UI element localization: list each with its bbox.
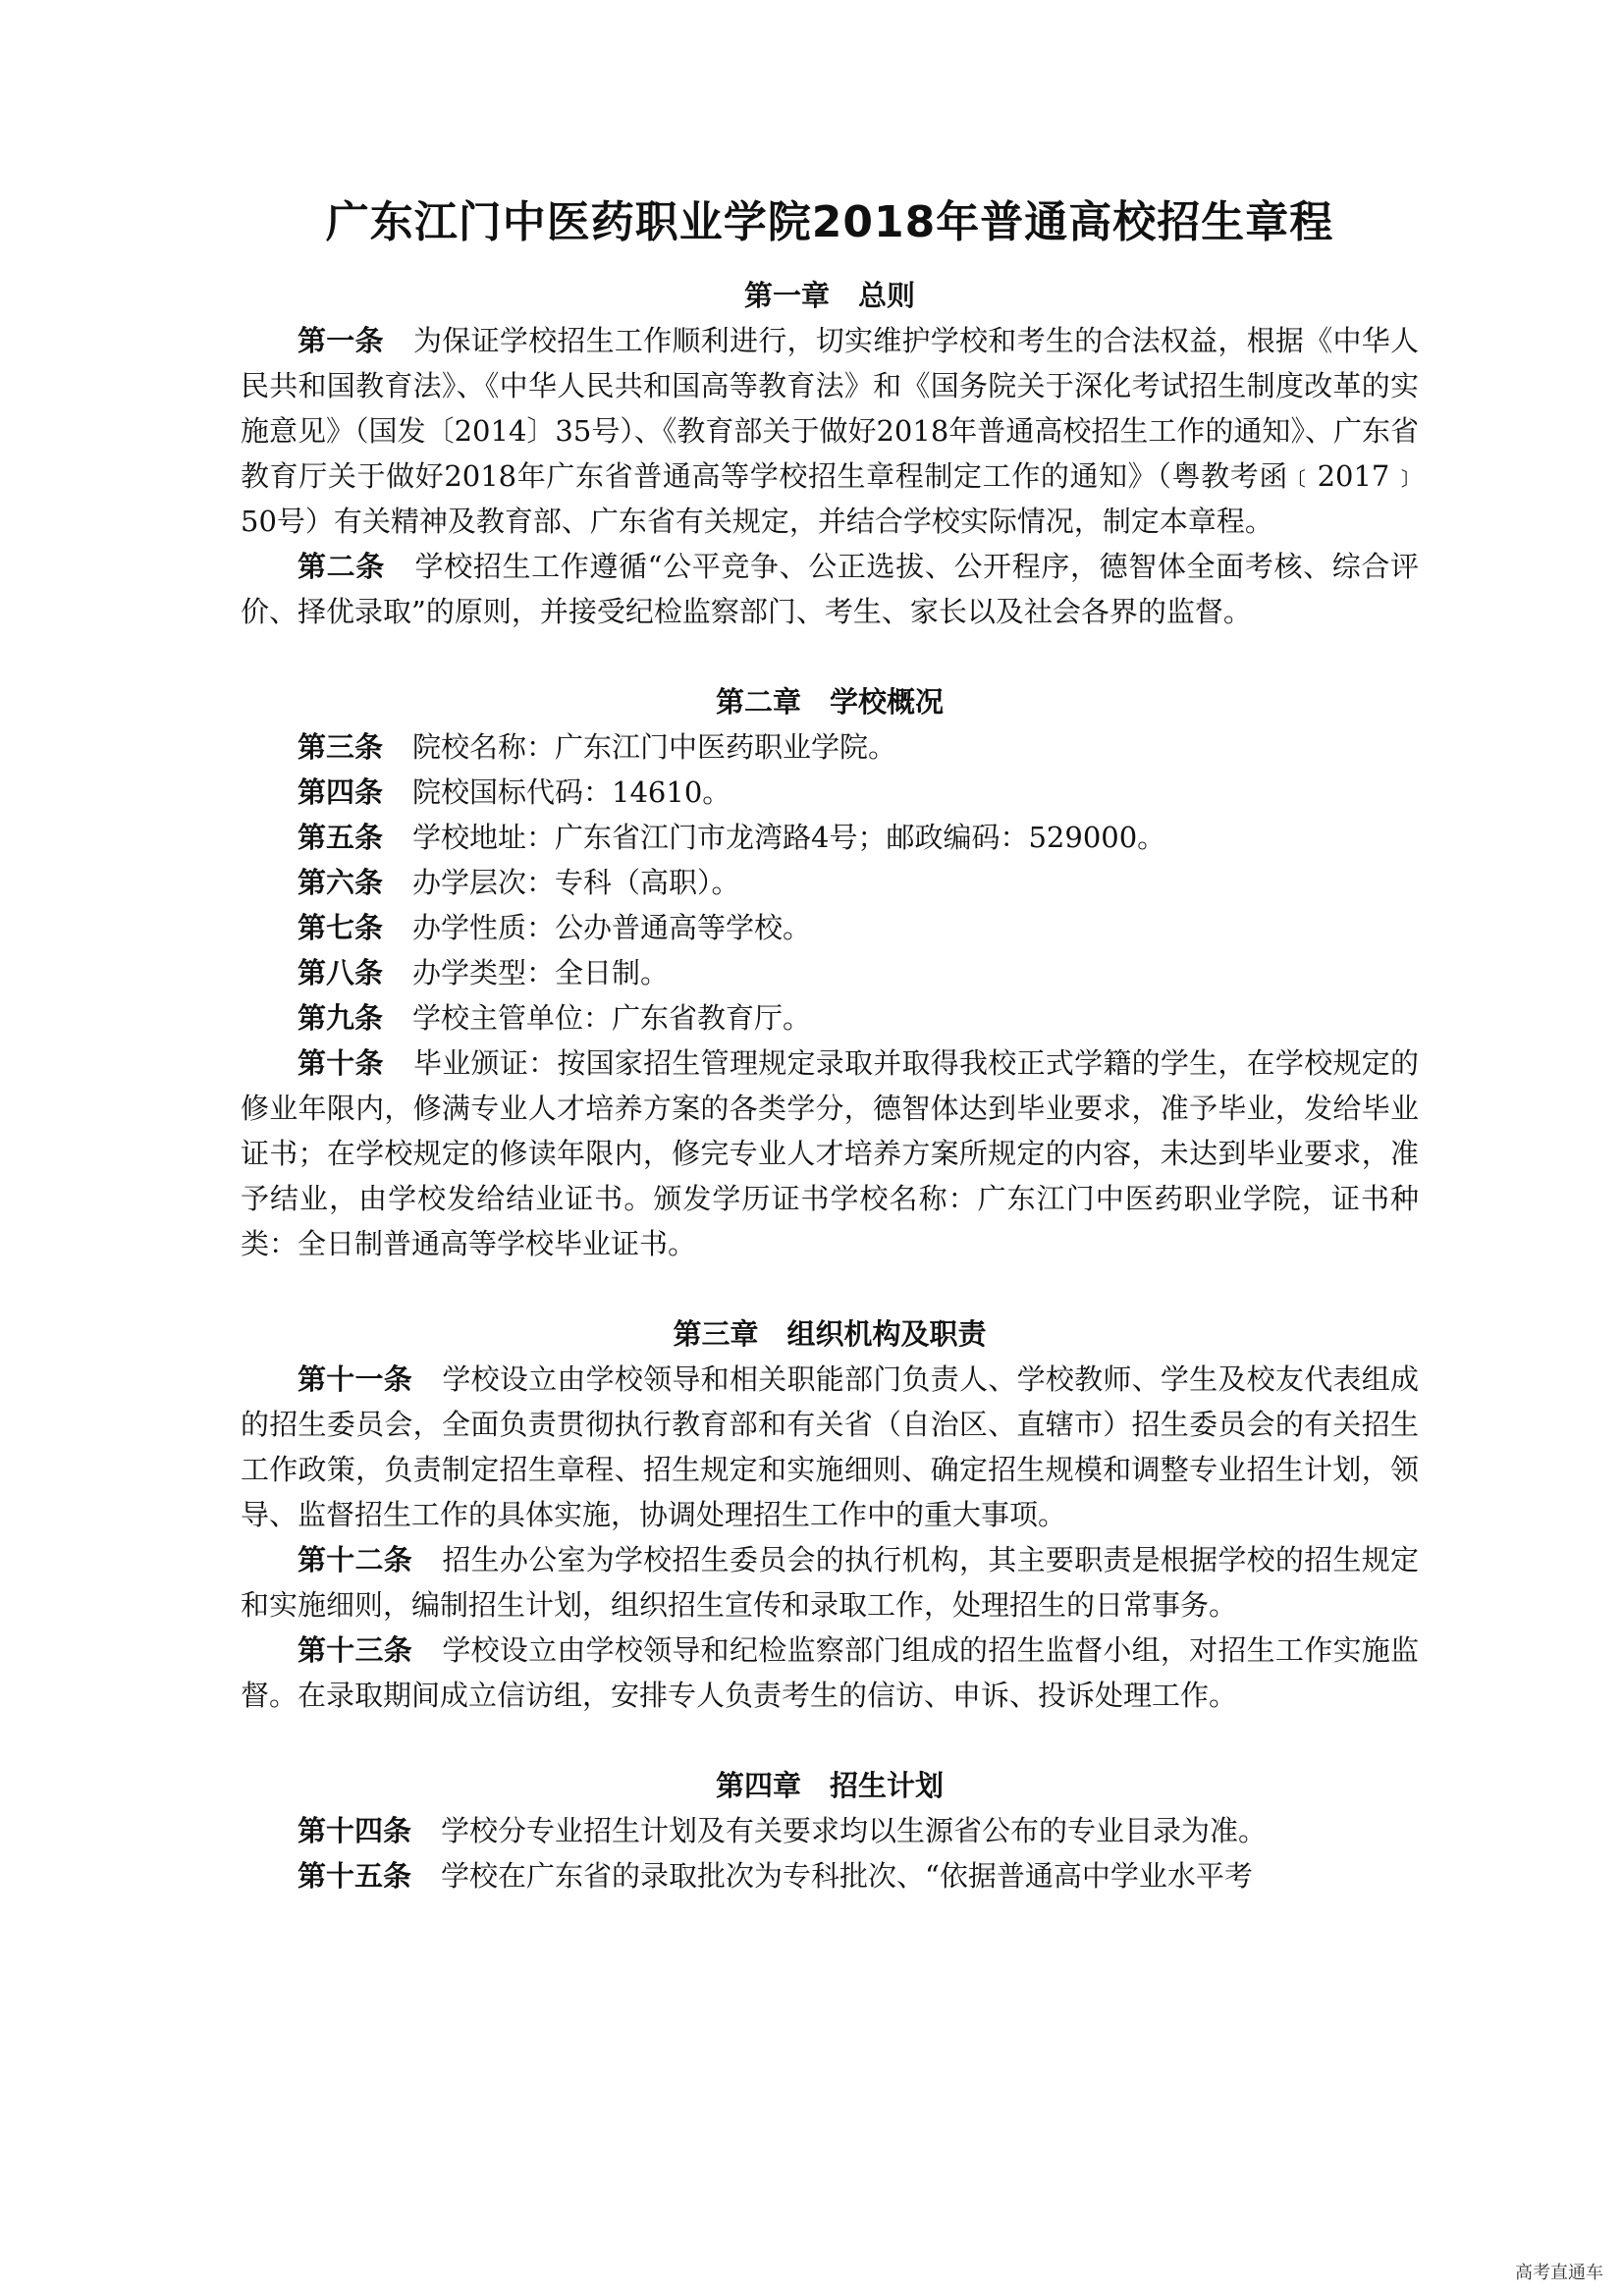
article-text: 学校招生工作遵循“公平竞争、公正选拔、公开程序，德智体全面考核、综合评价、择优录取”的原则，并接受纪检监察部门、考生、家长以及社会各界的监督。 <box>241 550 1419 628</box>
article-label: 第一条 <box>298 324 384 357</box>
article-label: 第十条 <box>298 1046 384 1080</box>
article-text: 学校分专业招生计划及有关要求均以生源省公布的专业目录为准。 <box>441 1814 1268 1847</box>
article <box>241 860 1419 905</box>
article-label: 第十四条 <box>298 1814 412 1847</box>
article-text: 为保证学校招生工作顺利进行，切实维护学校和考生的合法权益，根据《中华人民共和国教育法》、《中华人民共和国高等教育法》和《国务院关于深化考试招生制度改革的实施意见》（国发〔2014〕35号）、《教育部关于做好2018年普通高校招生工作的通知》、广东省教育厅关于做好2018年广东省普通高等学校招生章程制定工作的通知》（粤教考函﹝2017﹞50号）有关精神及教育部、广东省有关规定，并结合学校实际情况，制定本章程。 <box>241 324 1419 538</box>
article <box>241 1357 1419 1537</box>
article <box>241 950 1419 995</box>
article <box>241 1041 1419 1266</box>
chapter-2 <box>241 679 1419 1266</box>
article <box>241 905 1419 950</box>
watermark: 高考直通车 <box>1511 2257 1607 2286</box>
chapter-heading: 第二章 学校概况 <box>715 685 944 719</box>
article-label: 第十五条 <box>298 1859 412 1893</box>
article-label: 第四条 <box>298 775 384 809</box>
article-text: 办学性质：公办普通高等学校。 <box>412 911 812 944</box>
article-label: 第二条 <box>298 550 385 583</box>
document-title: 广东江门中医药职业学院2018年普通高校招生章程 <box>325 197 1334 247</box>
document-body <box>241 187 1419 1898</box>
article-text: 院校名称：广东江门中医药职业学院。 <box>412 730 897 764</box>
article-text: 院校国标代码：14610。 <box>412 775 731 809</box>
article-text: 学校地址：广东省江门市龙湾路4号；邮政编码：529000。 <box>412 821 1166 854</box>
article <box>241 1808 1419 1853</box>
chapter-3 <box>241 1311 1419 1718</box>
article-label: 第六条 <box>298 866 384 899</box>
article <box>241 1537 1419 1628</box>
article-text: 办学层次：专科（高职）。 <box>412 866 740 899</box>
chapter-heading: 第四章 招生计划 <box>715 1769 944 1802</box>
article-text: 毕业颁证：按国家招生管理规定录取并取得我校正式学籍的学生，在学校规定的修业年限内，修满专业人才培养方案的各类学分，德智体达到毕业要求，准予毕业，发给毕业证书；在学校规定的修读年限内，修完专业人才培养方案所规定的内容，未达到毕业要求，准予结业，由学校发给结业证书。颁发学历证书学校名称：广东江门中医药职业学院，证书种类：全日制普通高等学校毕业证书。 <box>241 1046 1419 1260</box>
article <box>241 318 1419 544</box>
article-text: 学校在广东省的录取批次为专科批次、“依据普通高中学业水平考 <box>441 1859 1253 1893</box>
article <box>241 544 1419 634</box>
article-text: 学校设立由学校领导和纪检监察部门组成的招生监督小组，对招生工作实施监督。在录取期间成立信访组，安排专人负责考生的信访、申诉、投诉处理工作。 <box>241 1633 1419 1712</box>
chapter-heading: 第三章 组织机构及职责 <box>673 1317 987 1351</box>
article-text: 学校设立由学校领导和相关职能部门负责人、学校教师、学生及校友代表组成的招生委员会，全面负责贯彻执行教育部和有关省（自治区、直辖市）招生委员会的有关招生工作政策，负责制定招生章程、招生规定和实施细则、确定招生规模和调整专业招生计划，领导、监督招生工作的具体实施，协调处理招生工作中的重大事项。 <box>241 1362 1419 1531</box>
article-label: 第三条 <box>298 730 384 764</box>
article-label: 第八条 <box>298 956 384 989</box>
article <box>241 770 1419 815</box>
article-label: 第十二条 <box>298 1543 413 1576</box>
article-text: 招生办公室为学校招生委员会的执行机构，其主要职责是根据学校的招生规定和实施细则，编制招生计划，组织招生宣传和录取工作，处理招生的日常事务。 <box>241 1543 1419 1622</box>
article-label: 第七条 <box>298 911 384 944</box>
article-label: 第五条 <box>298 821 384 854</box>
article <box>241 1628 1419 1718</box>
article <box>241 995 1419 1041</box>
article-label: 第十一条 <box>298 1362 413 1396</box>
article <box>241 724 1419 770</box>
chapter-4 <box>241 1763 1419 1898</box>
chapter-1 <box>241 273 1419 634</box>
article-text: 办学类型：全日制。 <box>412 956 670 989</box>
article-label: 第十三条 <box>298 1633 413 1667</box>
article-text: 学校主管单位：广东省教育厅。 <box>412 1001 812 1035</box>
chapter-heading: 第一章 总则 <box>743 279 915 312</box>
article <box>241 815 1419 860</box>
article-label: 第九条 <box>298 1001 384 1035</box>
article <box>241 1853 1419 1898</box>
